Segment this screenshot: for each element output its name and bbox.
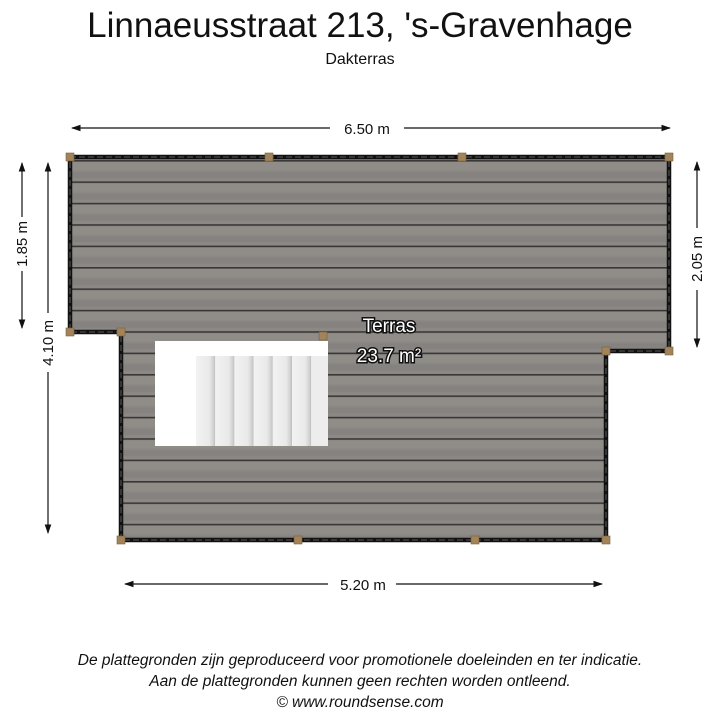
dimension-left-upper-label: 1.85 m bbox=[14, 221, 31, 267]
dimension-right-height bbox=[689, 162, 706, 347]
dimension-right-height-label: 2.05 m bbox=[689, 236, 706, 282]
room-area: 23.7 m² bbox=[356, 346, 422, 367]
disclaimer-line-1: De plattegronden zijn geproduceerd voor promotionele doeleinden en ter indicatie. bbox=[77, 652, 643, 669]
page-title: Linnaeusstraat 213, 's-Gravenhage bbox=[87, 6, 633, 45]
dimension-bottom-width bbox=[125, 577, 602, 594]
copyright-link[interactable]: © www.roundsense.com bbox=[276, 694, 444, 711]
floor-name: Dakterras bbox=[325, 51, 395, 68]
stair-opening bbox=[155, 341, 328, 446]
stair-treads bbox=[196, 356, 328, 446]
dimension-bottom-width-label: 5.20 m bbox=[340, 577, 386, 594]
dimension-top-width-label: 6.50 m bbox=[344, 121, 390, 138]
disclaimer bbox=[0, 650, 720, 713]
dimension-left-upper bbox=[14, 163, 31, 328]
dimension-left-total-label: 4.10 m bbox=[40, 320, 57, 366]
disclaimer-line-2: Aan de plattegronden kunnen geen rechten worden ontleend. bbox=[149, 673, 571, 690]
dimension-top-width bbox=[72, 121, 670, 138]
dimension-left-total bbox=[40, 163, 57, 533]
room-name: Terras bbox=[362, 316, 416, 337]
